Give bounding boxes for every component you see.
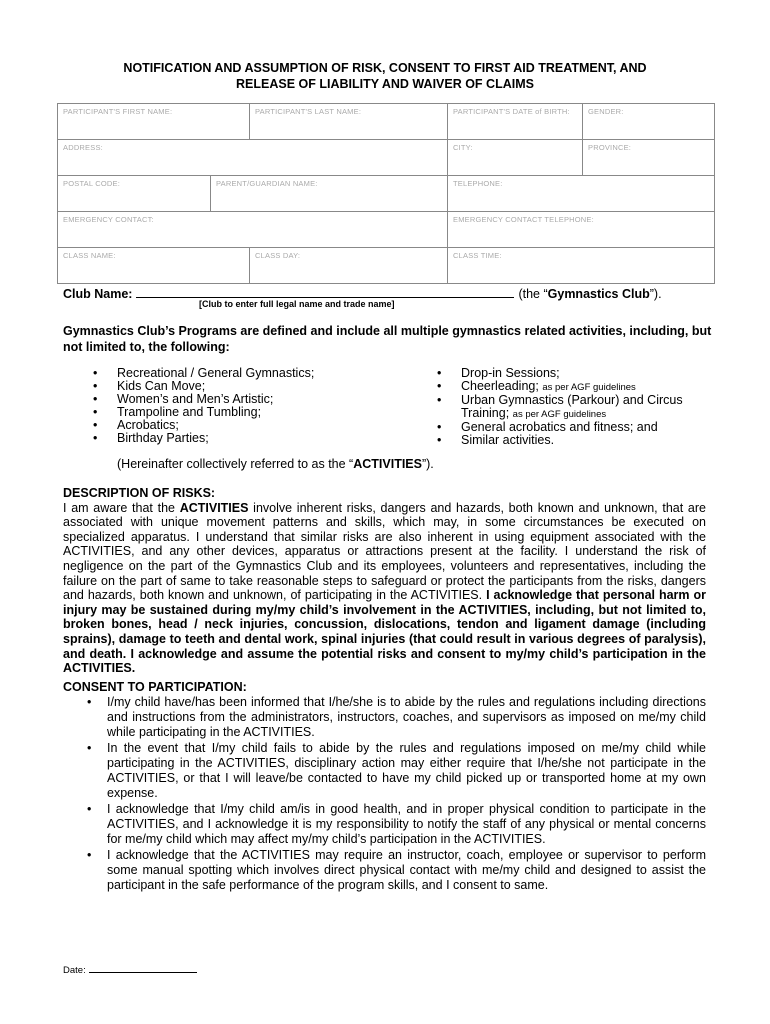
urban-text-line-1: Urban Gymnastics (Parkour) and Circus [461, 393, 683, 407]
class-name-field[interactable] [58, 248, 250, 284]
list-item: • In the event that I/my child fails to abide by the rules and regulations imposed on me/my child while participating in the ACTIVITIES, disciplinary action may either require that I/he/she not participate in the ACTIVITIES, or that I will leave/be contacted to have my child picked up or transported home at my own expense. [80, 741, 706, 801]
list-item [437, 394, 683, 421]
description-text-1: I am aware that the [63, 500, 180, 515]
class-time-field[interactable] [448, 248, 715, 284]
city-label: CITY: [453, 143, 473, 152]
class-day-field[interactable] [250, 248, 448, 284]
province-label: PROVINCE: [588, 143, 632, 152]
gender-label: GENDER: [588, 107, 624, 116]
last-name-label: PARTICIPANT'S LAST NAME: [255, 107, 362, 116]
class-time-label: CLASS TIME: [453, 251, 502, 260]
club-name-label: Club Name: [63, 287, 133, 301]
postal-code-label: POSTAL CODE: [63, 179, 120, 188]
consent-list [80, 695, 706, 894]
city-field[interactable] [448, 140, 583, 176]
list-item: • Trampoline and Tumbling; [93, 406, 314, 419]
document-title [40, 60, 730, 92]
title-line-2: RELEASE OF LIABILITY AND WAIVER OF CLAIMS [236, 77, 534, 91]
consent-heading: CONSENT TO PARTICIPATION: [63, 680, 247, 694]
emergency-contact-field[interactable] [58, 212, 448, 248]
cheer-note: as per AGF guidelines [542, 382, 636, 393]
guardian-name-field[interactable] [211, 176, 448, 212]
club-suffix-prefix: (the “ [518, 287, 548, 301]
description-heading: DESCRIPTION OF RISKS: [63, 486, 216, 500]
guardian-name-label: PARENT/GUARDIAN NAME: [216, 179, 318, 188]
list-item: • I acknowledge that I/my child am/is in good health, and in proper physical condition to participate in the ACTIVITIES, and I acknowledge it is my responsibility to notify the staff of any physical or mental concerns for me/my child which may affect my/my child’s participation in the ACTIVITIES. [80, 802, 706, 847]
address-field[interactable] [58, 140, 448, 176]
club-name-note: [Club to enter full legal name and trade name] [199, 299, 395, 309]
club-suffix-end: ”). [649, 287, 662, 301]
club-name-line [63, 285, 743, 301]
list-item: • Kids Can Move; [93, 380, 314, 393]
activities-definition [117, 457, 434, 471]
programs-intro: Gymnastics Club’s Programs are defined and include all multiple gymnastics related activities, including, but not limited to, the following: [63, 324, 712, 354]
similar-text: Similar activities. [461, 433, 555, 447]
urban-text-line-2: Training; [461, 406, 510, 420]
address-label: ADDRESS: [63, 143, 103, 152]
telephone-label: TELEPHONE: [453, 179, 503, 188]
gender-field[interactable] [583, 104, 715, 140]
postal-code-field[interactable] [58, 176, 211, 212]
first-name-field[interactable] [58, 104, 250, 140]
list-item: • Women’s and Men’s Artistic; [93, 393, 314, 406]
hereafter-suffix: ”). [421, 457, 434, 471]
hereafter-prefix: (Hereinafter collectively referred to as the “ [117, 457, 354, 471]
list-item: • I/my child have/has been informed that I/he/she is to abide by the rules and regulations including directions and instructions from the administrators, instructors, coaches, and supervisors as imposed on me/my child while participating in the ACTIVITIES. [80, 695, 706, 740]
last-name-field[interactable] [250, 104, 448, 140]
participant-info-table [57, 103, 715, 284]
first-name-label: PARTICIPANT'S FIRST NAME: [63, 107, 173, 116]
club-suffix-bold: Gymnastics Club [547, 287, 650, 301]
urban-note: as per AGF guidelines [512, 409, 607, 420]
list-item: • Recreational / General Gymnastics; [93, 367, 314, 380]
emergency-phone-field[interactable] [448, 212, 715, 248]
dob-label: PARTICIPANT'S DATE of BIRTH: [453, 107, 570, 116]
dob-field[interactable] [448, 104, 583, 140]
activities-list-right [437, 367, 683, 447]
dropin-text: Drop-in Sessions; [461, 366, 560, 380]
description-bold-1: ACTIVITIES [179, 500, 249, 515]
list-item [437, 434, 683, 447]
province-field[interactable] [583, 140, 715, 176]
date-label: Date: [63, 965, 86, 976]
general-text: General acrobatics and fitness; and [461, 420, 658, 434]
list-item [437, 380, 683, 394]
class-day-label: CLASS DAY: [255, 251, 301, 260]
title-line-1: NOTIFICATION AND ASSUMPTION OF RISK, CONSENT TO FIRST AID TREATMENT, AND [123, 61, 647, 75]
class-name-label: CLASS NAME: [63, 251, 116, 260]
list-item: • Acrobatics; [93, 419, 314, 432]
activities-list-left [93, 367, 314, 445]
club-name-input-line[interactable] [136, 285, 514, 298]
date-input-line[interactable] [89, 963, 197, 973]
cheer-text: Cheerleading; [461, 379, 539, 393]
description-text-2: involve inherent risks, dangers and hazards, both known and unknown, that are associated with unique movement patterns and skills, which may, in some circumstances be executed on specialized apparatus. I understand that similar risks are also inherent in using equipment associated with the ACTIVITIES, and any other devices, apparatus or attractions present at the facility. I understand the risk of negligence on the part of the Gymnastics Club and its employees, volunteers and representatives, including the failure on the part of same to take reasonable steps to safeguard or protect the participants from the risks, dangers and hazards, both known and unknown, of participating in the ACTIVITIES. [63, 500, 706, 603]
hereafter-bold: ACTIVITIES [353, 457, 422, 471]
description-bold-2: I acknowledge that personal harm or injury may be sustained during my/my child’s involvement in the ACTIVITIES, including, but not limited to, broken bones, head / neck injuries, concussion, dislocations, tendon and ligament damage (including sprains), damage to teeth and dental work, spinal injuries (that could result in various degrees of paralysis), and death. I acknowledge and assume the potential risks and consent to my/my child’s participation in the ACTIVITIES. [63, 588, 706, 676]
telephone-field[interactable] [448, 176, 715, 212]
club-name-suffix [518, 287, 661, 301]
description-of-risks [63, 486, 706, 676]
emergency-contact-label: EMERGENCY CONTACT: [63, 215, 154, 224]
date-line [63, 963, 197, 976]
list-item: • Birthday Parties; [93, 432, 314, 445]
emergency-phone-label: EMERGENCY CONTACT TELEPHONE: [453, 215, 594, 224]
list-item: • I acknowledge that the ACTIVITIES may require an instructor, coach, employee or supervisor to perform some manual spotting which involves direct physical contact with me/my child and designed to assist the participant in the safe performance of the program skills, and I consent to same. [80, 848, 706, 893]
